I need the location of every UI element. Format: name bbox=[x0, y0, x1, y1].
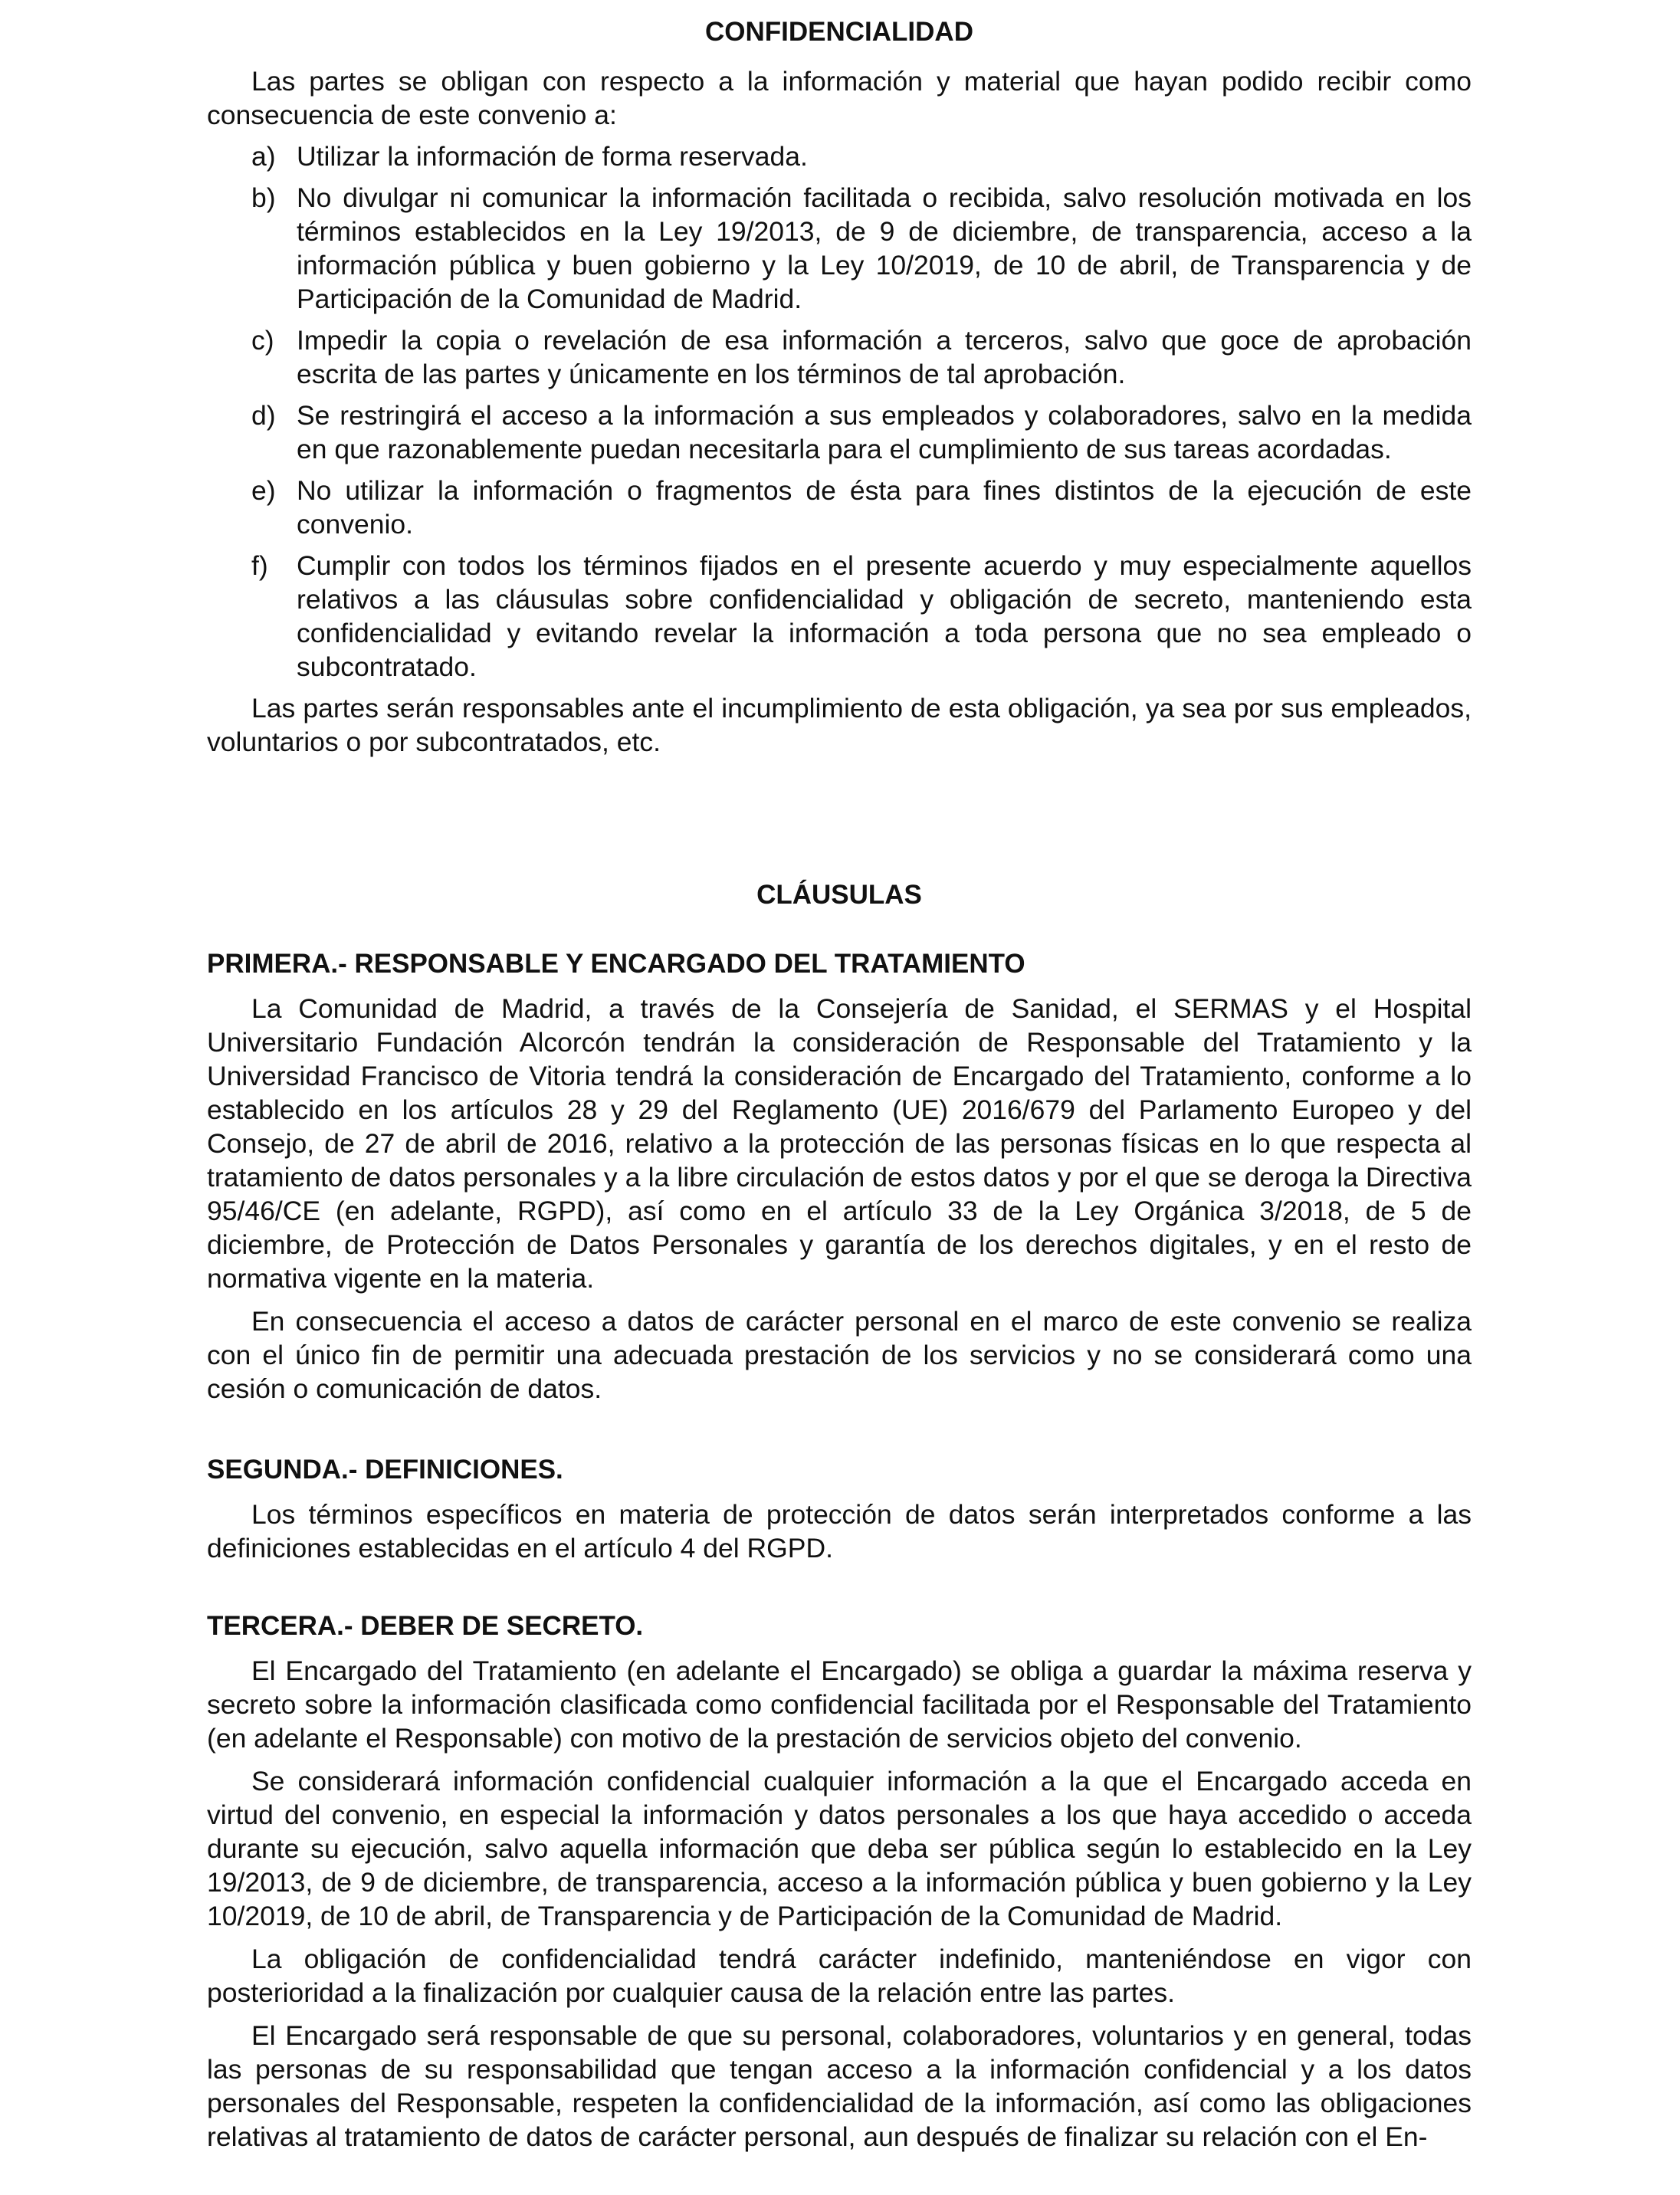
clausula-tercera bbox=[207, 1609, 1472, 2154]
list-marker: e) bbox=[251, 475, 276, 506]
clausula-primera bbox=[207, 947, 1472, 1406]
list-marker: d) bbox=[251, 400, 276, 431]
list-item bbox=[207, 323, 1472, 391]
confidencialidad-section bbox=[207, 64, 1472, 759]
list-marker: c) bbox=[251, 325, 274, 356]
clausula-tercera-p2: Se considerará información confidencial cualquier información a la que el Encargado acceda en virtud del convenio, en especial la información y datos personales a los que haya accedido o acceda durante su ejecución, salvo aquella información que deba ser pública según lo establecido en la Ley 19/2013, de 9 de diciembre, de transparencia, acceso a la información pública y buen gobierno y la Ley 10/2019, de 10 de abril, de Transparencia y de Participación de la Comunidad de Madrid. bbox=[207, 1766, 1472, 1931]
list-item-text: Se restringirá el acceso a la información a sus empleados y colaboradores, salvo en la medida en que razonablemente puedan necesitarla para el cumplimiento de sus tareas acordadas. bbox=[297, 400, 1472, 464]
clausula-segunda bbox=[207, 1453, 1472, 1565]
clausula-primera-p2: En consecuencia el acceso a datos de carácter personal en el marco de este convenio se realiza con el único fin de permitir una adecuada prestación de los servicios y no se considerará como una cesión o comunicación de datos. bbox=[207, 1306, 1472, 1404]
list-item-text: Impedir la copia o revelación de esa información a terceros, salvo que goce de aprobación escrita de las partes y únicamente en los términos de tal aprobación. bbox=[297, 325, 1472, 389]
list-item bbox=[207, 399, 1472, 466]
clausula-segunda-heading: SEGUNDA.- DEFINICIONES. bbox=[207, 1455, 563, 1485]
list-item-text: No divulgar ni comunicar la información facilitada o recibida, salvo resolución motivada en los términos establecidos en la Ley 19/2013, de 9 de diciembre, de transparencia, acceso a la información pública y buen gobierno y la Ley 10/2019, de 10 de abril, de Transparencia y de Participación de la Comunidad de Madrid. bbox=[297, 182, 1472, 314]
list-marker: b) bbox=[251, 182, 276, 213]
list-item-text: No utilizar la información o fragmentos de ésta para fines distintos de la ejecución de este convenio. bbox=[297, 475, 1472, 540]
list-item bbox=[207, 181, 1472, 316]
clausula-tercera-heading: TERCERA.- DEBER DE SECRETO. bbox=[207, 1611, 644, 1641]
list-marker: a) bbox=[251, 141, 276, 172]
clausula-segunda-p1: Los términos específicos en materia de protección de datos serán interpretados conforme a las definiciones establecidas en el artículo 4 del RGPD. bbox=[207, 1499, 1472, 1563]
list-marker: f) bbox=[251, 550, 268, 581]
clausula-tercera-p1: El Encargado del Tratamiento (en adelante el Encargado) se obliga a guardar la máxima reserva y secreto sobre la información clasificada como confidencial facilitada por el Responsable del Tratamiento (en adelante el Responsable) con motivo de la prestación de servicios objeto del convenio. bbox=[207, 1655, 1472, 1754]
list-item-text: Utilizar la información de forma reservada. bbox=[297, 141, 808, 172]
clausulas-heading: CLÁUSULAS bbox=[756, 880, 922, 910]
clausula-primera-p1: La Comunidad de Madrid, a través de la Consejería de Sanidad, el SERMAS y el Hospital Universitario Fundación Alcorcón tendrán la consideración de Responsable del Tratamiento y la Universidad Francisco de Vitoria tendrá la consideración de Encargado del Tratamiento, conforme a lo establecido en los artículos 28 y 29 del Reglamento (UE) 2016/679 del Parlamento Europeo y del Consejo, de 27 de abril de 2016, relativo a la protección de las personas físicas en lo que respecta al tratamiento de datos personales y a la libre circulación de estos datos y por el que se deroga la Directiva 95/46/CE (en adelante, RGPD), así como en el artículo 33 de la Ley Orgánica 3/2018, de 5 de diciembre, de Protección de Datos Personales y garantía de los derechos digitales, y en el resto de normativa vigente en la materia. bbox=[207, 993, 1472, 1294]
confidencialidad-intro: Las partes se obligan con respecto a la información y material que hayan podido recibir como consecuencia de este convenio a: bbox=[207, 66, 1472, 130]
clausula-primera-heading: PRIMERA.- RESPONSABLE Y ENCARGADO DEL TRATAMIENTO bbox=[207, 949, 1025, 979]
confidencialidad-list bbox=[207, 139, 1472, 684]
list-item bbox=[207, 139, 1472, 173]
list-item-text: Cumplir con todos los términos fijados en el presente acuerdo y muy especialmente aquellos relativos a las cláusulas sobre confidencialidad y obligación de secreto, manteniendo esta confidencialidad y evitando revelar la información a toda persona que no sea empleado o subcontratado. bbox=[297, 550, 1472, 682]
clausula-tercera-p4: El Encargado será responsable de que su personal, colaboradores, voluntarios y en general, todas las personas de su responsabilidad que tengan acceso a la información confidencial y a los datos personales del Responsable, respeten la confidencialidad de la información, así como las obligaciones relativas al tratamiento de datos de carácter personal, aun después de finalizar su relación con el En- bbox=[207, 2020, 1472, 2152]
clausula-tercera-p3: La obligación de confidencialidad tendrá carácter indefinido, manteniéndose en vigor con posterioridad a la finalización por cualquier causa de la relación entre las partes. bbox=[207, 1944, 1472, 2008]
list-item bbox=[207, 549, 1472, 684]
confidencialidad-heading: CONFIDENCIALIDAD bbox=[705, 17, 973, 47]
list-item bbox=[207, 474, 1472, 541]
confidencialidad-closing: Las partes serán responsables ante el incumplimiento de esta obligación, ya sea por sus empleados, voluntarios o por subcontratados, etc. bbox=[207, 693, 1472, 757]
